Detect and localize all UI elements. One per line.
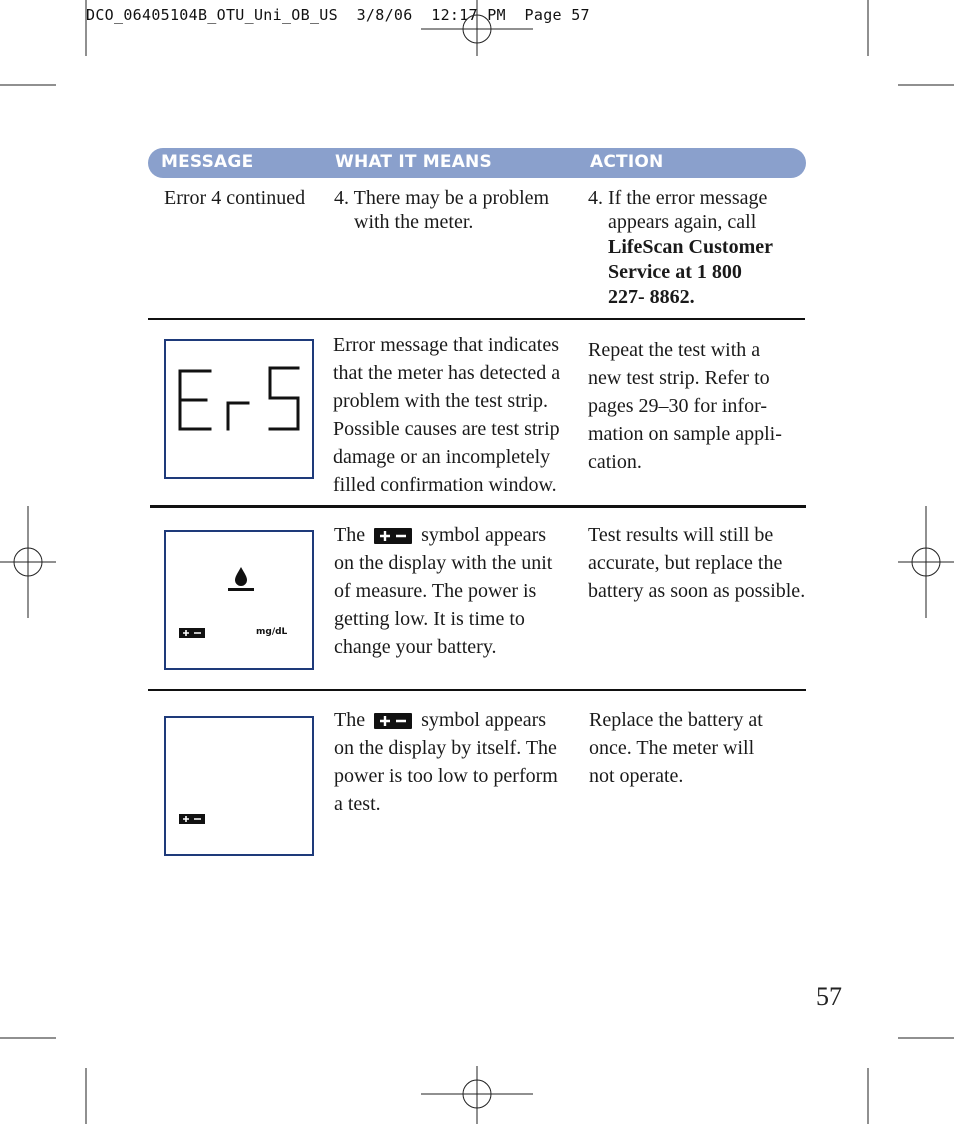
meter-display-er5 bbox=[164, 339, 314, 479]
registration-mark-icon bbox=[0, 506, 56, 618]
row2-action: Repeat the test with a new test strip. Refer to pages 29–30 for infor- mation on sample appli- cation. bbox=[588, 339, 782, 473]
header-what-it-means: WHAT IT MEANS bbox=[335, 152, 492, 172]
row-divider bbox=[148, 689, 806, 691]
row2-means: Error message that indicates that the meter has detected a problem with the test strip. Possible causes are test strip damage or an incompletely filled confirmation window. bbox=[333, 334, 561, 496]
print-slug: DCO_06405104B_OTU_Uni_OB_US 3/8/06 12:17 PM Page 57 bbox=[86, 6, 590, 24]
blood-drop-icon bbox=[228, 564, 254, 592]
row-divider bbox=[148, 318, 805, 320]
registration-mark-icon bbox=[421, 1066, 533, 1124]
row4-action: Replace the battery at once. The meter will not operate. bbox=[589, 709, 763, 787]
meter-display-low-battery-unit bbox=[164, 530, 314, 670]
battery-icon bbox=[179, 628, 205, 638]
row-divider bbox=[150, 505, 806, 508]
row4-means: The symbol appears on the display by itself. The power is too low to perform a test. bbox=[334, 709, 558, 815]
meter-display-low-battery-only bbox=[164, 716, 314, 856]
unit-label: mg/dL bbox=[256, 627, 288, 637]
battery-icon bbox=[179, 814, 205, 824]
battery-icon bbox=[374, 713, 412, 729]
er5-lcd-digits bbox=[166, 341, 312, 477]
header-message: MESSAGE bbox=[161, 152, 254, 172]
header-action: ACTION bbox=[590, 152, 664, 172]
row3-means: The symbol appears on the display with the unit of measure. The power is getting low. It is time to change your battery. bbox=[334, 524, 553, 658]
row1-action: 4. If the error message appears again, call LifeScan Customer Service at 1 800 227- 8862. bbox=[588, 187, 773, 308]
row1-means: 4. There may be a problem with the meter. bbox=[334, 187, 550, 233]
row1-message: Error 4 continued bbox=[164, 187, 306, 209]
page-number: 57 bbox=[816, 982, 842, 1011]
registration-mark-icon bbox=[898, 506, 954, 618]
registration-mark-icon bbox=[421, 0, 533, 56]
row3-action: Test results will still be accurate, but replace the battery as soon as possible. bbox=[588, 524, 806, 602]
battery-icon bbox=[374, 528, 412, 544]
